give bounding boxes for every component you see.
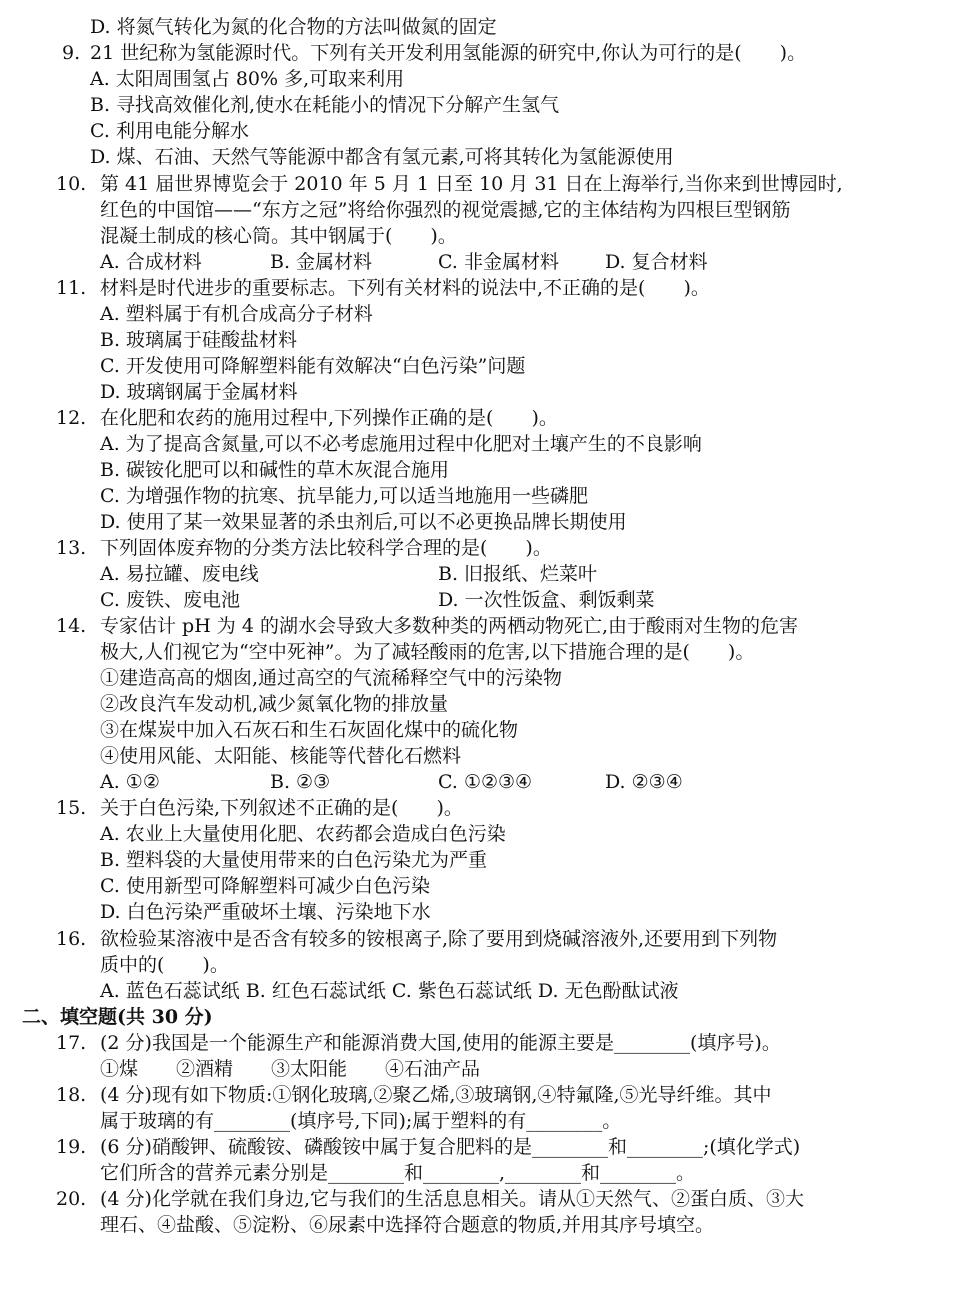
- q20-line-2: 理石、④盐酸、⑤淀粉、⑥尿素中选择符合题意的物质,并用其序号填空。: [100, 1214, 715, 1236]
- q10-options: [0, 249, 968, 275]
- q8-option-d: D. 将氮气转化为氮的化合物的方法叫做氮的固定: [90, 16, 497, 38]
- q9-option-a: A. 太阳周围氢占 80% 多,可取来利用: [90, 68, 405, 90]
- q13-options-row-1: [0, 561, 968, 587]
- q11-option-a: A. 塑料属于有机合成高分子材料: [100, 303, 373, 325]
- q18-line-2: 属于玻璃的有________(填序号,下同);属于塑料的有________。: [100, 1110, 622, 1132]
- q15-option-c: C. 使用新型可降解塑料可减少白色污染: [100, 875, 430, 897]
- q14-option-c: C. ①②③④: [438, 771, 533, 793]
- q13-option-c: C. 废铁、废电池: [100, 589, 240, 611]
- q14-item-1: ①建造高高的烟囱,通过高空的气流稀释空气中的污染物: [100, 667, 563, 689]
- question-18: 18. (4 分)现有如下物质:①钢化玻璃,②聚乙烯,③玻璃钢,④特氟隆,⑤光导纤维。其中: [56, 1084, 772, 1106]
- q15-option-a: A. 农业上大量使用化肥、农药都会造成白色污染: [100, 823, 506, 845]
- q16-options: A. 蓝色石蕊试纸 B. 红色石蕊试纸 C. 紫色石蕊试纸 D. 无色酚酞试液: [100, 980, 679, 1002]
- question-12: 12. 在化肥和农药的施用过程中,下列操作正确的是( )。: [56, 407, 558, 429]
- question-17: 17. (2 分)我国是一个能源生产和能源消费大国,使用的能源主要是________(填序号)。: [56, 1032, 781, 1054]
- q12-option-b: B. 碳铵化肥可以和碱性的草木灰混合施用: [100, 459, 450, 481]
- q13-option-d: D. 一次性饭盒、剩饭剩菜: [438, 589, 655, 611]
- q13-option-b: B. 旧报纸、烂菜叶: [438, 563, 598, 585]
- question-20: 20. (4 分)化学就在我们身边,它与我们的生活息息相关。请从①天然气、②蛋白质、③大: [56, 1188, 804, 1210]
- question-14: 14. 专家估计 pH 为 4 的湖水会导致大多数种类的两栖动物死亡,由于酸雨对生物的危害: [56, 615, 799, 637]
- q10-option-d: D. 复合材料: [605, 251, 708, 273]
- q12-option-c: C. 为增强作物的抗寒、抗旱能力,可以适当地施用一些磷肥: [100, 485, 588, 507]
- q11-option-b: B. 玻璃属于硅酸盐材料: [100, 329, 298, 351]
- q11-option-d: D. 玻璃钢属于金属材料: [100, 381, 298, 403]
- q15-option-d: D. 白色污染严重破坏土壤、污染地下水: [100, 901, 431, 923]
- q14-item-4: ④使用风能、太阳能、核能等代替化石燃料: [100, 745, 462, 767]
- q9-option-b: B. 寻找高效催化剂,使水在耗能小的情况下分解产生氢气: [90, 94, 560, 116]
- q13-option-a: A. 易拉罐、废电线: [100, 563, 259, 585]
- q9-option-c: C. 利用电能分解水: [90, 120, 249, 142]
- q14-item-2: ②改良汽车发动机,减少氮氧化物的排放量: [100, 693, 449, 715]
- q10-line-3: 混凝土制成的核心筒。其中钢属于( )。: [100, 225, 457, 247]
- q11-option-c: C. 开发使用可降解塑料能有效解决“白色污染”问题: [100, 355, 526, 377]
- q9-option-d: D. 煤、石油、天然气等能源中都含有氢元素,可将其转化为氢能源使用: [90, 146, 674, 168]
- q14-item-3: ③在煤炭中加入石灰石和生石灰固化煤中的硫化物: [100, 719, 519, 741]
- question-13: 13. 下列固体废弃物的分类方法比较科学合理的是( )。: [56, 537, 552, 559]
- q17-options: ①煤 ②酒精 ③太阳能 ④石油产品: [100, 1058, 481, 1080]
- q10-option-b: B. 金属材料: [270, 251, 373, 273]
- q16-line-2: 质中的( )。: [100, 954, 229, 976]
- q10-option-c: C. 非金属材料: [438, 251, 559, 273]
- q15-option-b: B. 塑料袋的大量使用带来的白色污染尤为严重: [100, 849, 488, 871]
- q12-option-d: D. 使用了某一效果显著的杀虫剂后,可以不必更换品牌长期使用: [100, 511, 627, 533]
- q14-option-b: B. ②③: [270, 771, 331, 793]
- q14-option-d: D. ②③④: [605, 771, 683, 793]
- q10-line-2: 红色的中国馆——“东方之冠”将给你强烈的视觉震撼,它的主体结构为四根巨型钢筋: [100, 199, 791, 221]
- q13-options-row-2: [0, 587, 968, 613]
- question-10: 10. 第 41 届世界博览会于 2010 年 5 月 1 日至 10 月 31 日在上海举行,当你来到世博园时,: [56, 173, 843, 195]
- q19-line-2: 它们所含的营养元素分别是________和________,________和________。: [100, 1162, 696, 1184]
- question-9: 9. 21 世纪称为氢能源时代。下列有关开发利用氢能源的研究中,你认为可行的是( )。: [62, 42, 807, 64]
- q14-line-2: 极大,人们视它为“空中死神”。为了减轻酸雨的危害,以下措施合理的是( )。: [100, 641, 755, 663]
- question-19: 19. (6 分)硝酸钾、硫酸铵、磷酸铵中属于复合肥料的是________和________;(填化学式): [56, 1136, 801, 1158]
- q14-options: [0, 769, 968, 795]
- q12-option-a: A. 为了提高含氮量,可以不必考虑施用过程中化肥对土壤产生的不良影响: [100, 433, 702, 455]
- question-16: 16. 欲检验某溶液中是否含有较多的铵根离子,除了要用到烧碱溶液外,还要用到下列物: [56, 928, 778, 950]
- section-2-heading: 二、填空题(共 30 分): [22, 1006, 213, 1028]
- question-11: 11. 材料是时代进步的重要标志。下列有关材料的说法中,不正确的是( )。: [56, 277, 710, 299]
- question-15: 15. 关于白色污染,下列叙述不正确的是( )。: [56, 797, 463, 819]
- q14-option-a: A. ①②: [100, 771, 160, 793]
- q10-option-a: A. 合成材料: [100, 251, 202, 273]
